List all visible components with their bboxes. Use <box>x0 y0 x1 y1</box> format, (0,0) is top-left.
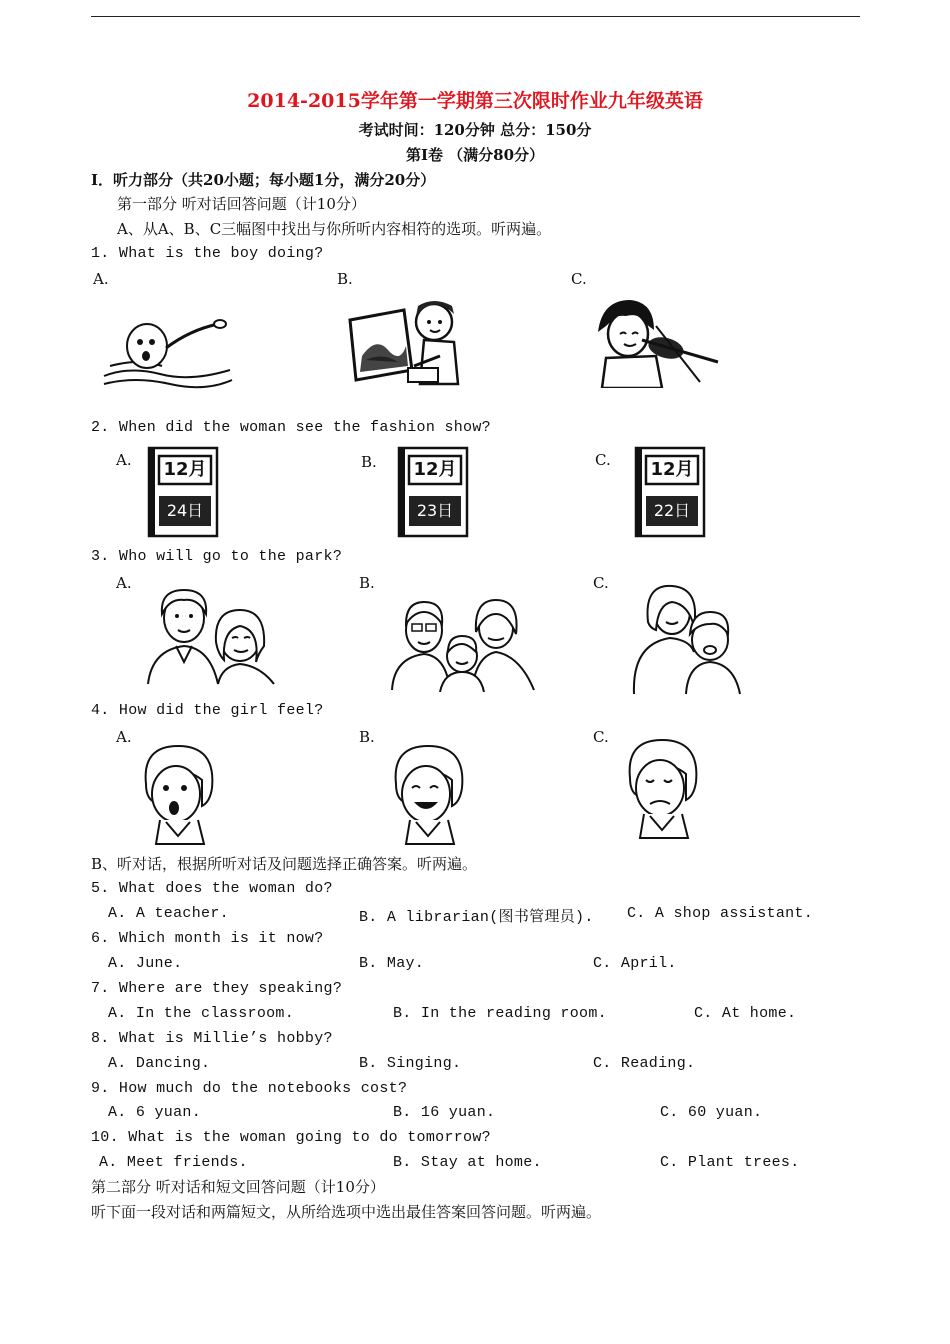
q8-option-c[interactable]: C. Reading. <box>593 1055 696 1072</box>
q7-option-c[interactable]: C. At home. <box>694 1005 797 1022</box>
question-10: 10. What is the woman going to do tomorrow? <box>91 1129 491 1146</box>
swimming-boy-image <box>100 318 235 390</box>
q1-option-c[interactable]: C. <box>571 270 587 288</box>
q4-option-b[interactable]: B. <box>359 728 375 746</box>
part-b-instruction: B、听对话，根据所听对话及问题选择正确答案。听两遍。 <box>91 855 478 873</box>
violin-boy-image <box>596 296 721 388</box>
page-title: 2014-2015学年第一学期第三次限时作业九年级英语 <box>247 90 703 112</box>
question-2: 2. When did the woman see the fashion show? <box>91 419 491 436</box>
calendar-day: 22日 <box>653 501 691 520</box>
calendar-22 <box>632 444 708 540</box>
q3-option-c[interactable]: C. <box>593 574 609 592</box>
calendar-24 <box>145 444 221 540</box>
q8-option-b[interactable]: B. Singing. <box>359 1055 462 1072</box>
calendar-day: 24日 <box>166 501 204 520</box>
q7-option-a[interactable]: A. In the classroom. <box>108 1005 295 1022</box>
couple-image <box>138 584 278 686</box>
calendar-month: 12月 <box>413 459 457 480</box>
q5-option-c[interactable]: C. A shop assistant. <box>627 905 814 922</box>
section-heading: I．听力部分（共20小题；每小题1分，满分20分） <box>91 171 436 189</box>
part2-instruction: 听下面一段对话和两篇短文，从所给选项中选出最佳答案回答问题。听两遍。 <box>91 1203 602 1221</box>
q10-option-c[interactable]: C. Plant trees. <box>660 1154 800 1171</box>
calendar-month: 12月 <box>650 459 694 480</box>
q10-option-a[interactable]: A. Meet friends. <box>99 1154 248 1171</box>
volume-heading: 第Ⅰ卷 （满分80分） <box>405 146 545 164</box>
q9-option-a[interactable]: A. 6 yuan. <box>108 1104 202 1121</box>
surprised-girl-image <box>138 740 220 846</box>
q10-option-b[interactable]: B. Stay at home. <box>393 1154 542 1171</box>
part2-heading: 第二部分 听对话和短文回答问题（计10分） <box>91 1178 385 1196</box>
q6-option-b[interactable]: B. May. <box>359 955 425 972</box>
calendar-23 <box>395 444 471 540</box>
q5-option-a[interactable]: A. A teacher. <box>108 905 229 922</box>
q2-option-c[interactable]: C. <box>595 451 611 469</box>
q6-option-c[interactable]: C. April. <box>593 955 677 972</box>
q1-option-b[interactable]: B. <box>337 270 353 288</box>
calendar-month: 12月 <box>163 459 207 480</box>
part-a-instruction: A、从A、B、C三幅图中找出与你所听内容相符的选项。听两遍。 <box>117 220 552 238</box>
question-1: 1. What is the boy doing? <box>91 245 324 262</box>
q9-option-b[interactable]: B. 16 yuan. <box>393 1104 496 1121</box>
q3-option-b[interactable]: B. <box>359 574 375 592</box>
q4-option-a[interactable]: A. <box>116 728 132 746</box>
q1-option-a[interactable]: A. <box>93 270 109 288</box>
q4-option-c[interactable]: C. <box>593 728 609 746</box>
calendar-day: 23日 <box>416 501 454 520</box>
q2-option-b[interactable]: B. <box>361 453 377 471</box>
q7-option-b[interactable]: B. In the reading room. <box>393 1005 607 1022</box>
question-4: 4. How did the girl feel? <box>91 702 324 719</box>
q6-option-a[interactable]: A. June. <box>108 955 183 972</box>
painting-boy-image <box>346 296 471 388</box>
q2-option-a[interactable]: A. <box>116 451 132 469</box>
question-7: 7. Where are they speaking? <box>91 980 343 997</box>
question-6: 6. Which month is it now? <box>91 930 324 947</box>
exam-info: 考试时间：120分钟 总分：150分 <box>358 121 592 139</box>
q5-option-b[interactable]: B. A librarian(图书管理员). <box>359 909 594 926</box>
mother-son-image <box>628 582 746 696</box>
question-5: 5. What does the woman do? <box>91 880 333 897</box>
family-image <box>388 594 538 692</box>
sad-girl-image <box>622 734 704 840</box>
q3-option-a[interactable]: A. <box>116 574 132 592</box>
top-rule <box>91 16 860 17</box>
question-8: 8. What is Millie’s hobby? <box>91 1030 333 1047</box>
q9-option-c[interactable]: C. 60 yuan. <box>660 1104 763 1121</box>
question-9: 9. How much do the notebooks cost? <box>91 1080 408 1097</box>
part1-heading: 第一部分 听对话回答问题（计10分） <box>117 195 366 213</box>
q8-option-a[interactable]: A. Dancing. <box>108 1055 211 1072</box>
question-3: 3. Who will go to the park? <box>91 548 343 565</box>
happy-girl-image <box>388 740 470 846</box>
